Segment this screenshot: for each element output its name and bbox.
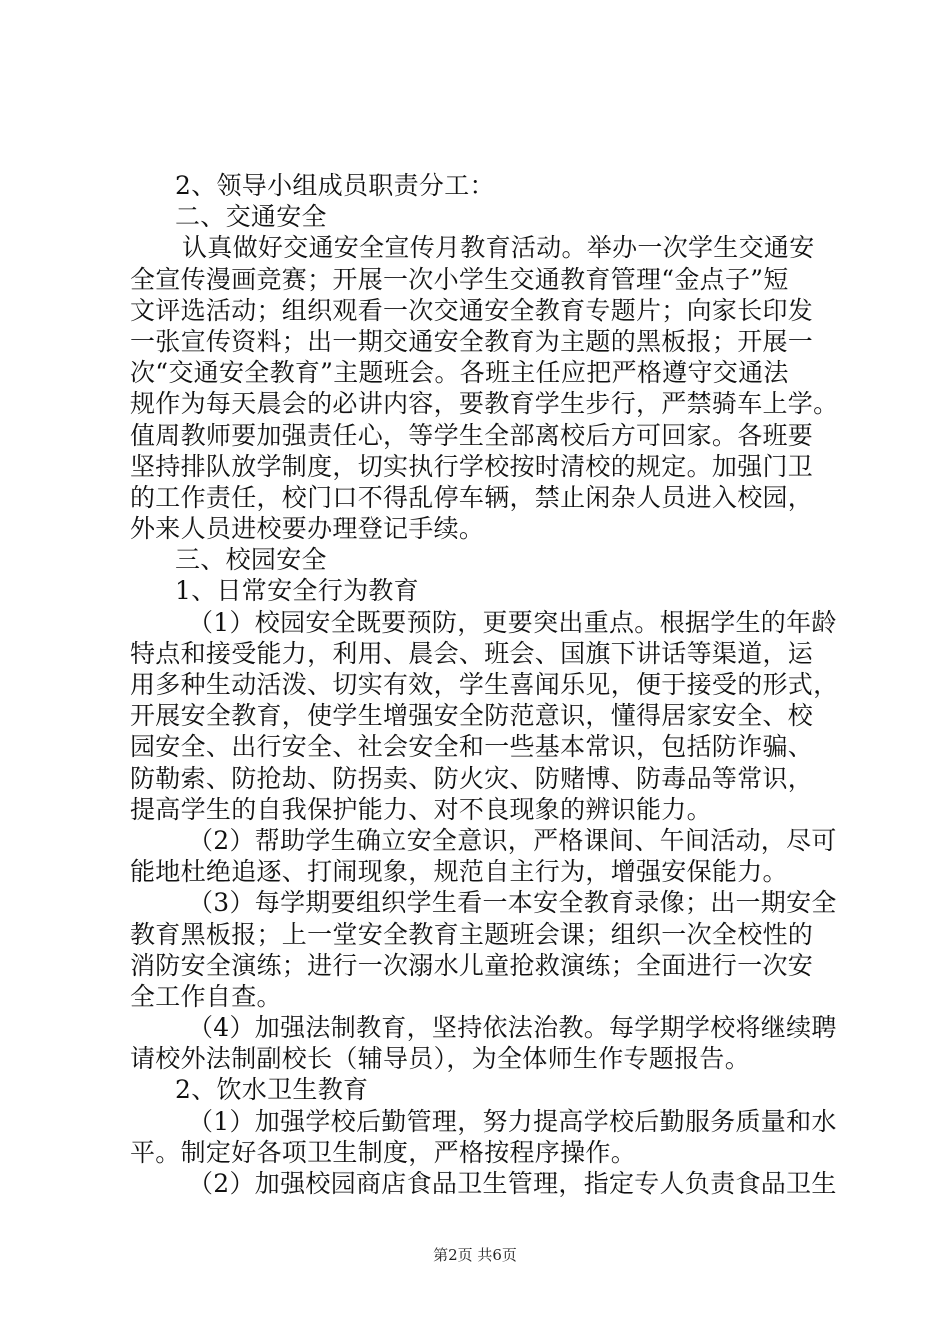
text-line: 开展安全教育，使学生增强安全防范意识，懂得居家安全、校 <box>130 701 814 731</box>
text-line: 规作为每天晨会的必讲内容，要教育学生步行，严禁骑车上学。 <box>130 389 839 419</box>
text-line: 的工作责任，校门口不得乱停车辆，禁止闲杂人员进入校园， <box>130 482 814 512</box>
text-line: 2、领导小组成员职责分工： <box>175 171 495 200</box>
text-line: 值周教师要加强责任心，等学生全部离校后方可回家。各班要 <box>130 420 814 450</box>
text-line: 坚持排队放学制度，切实执行学校按时清校的规定。加强门卫 <box>130 451 814 481</box>
text-line: 全工作自查。 <box>130 981 282 1011</box>
text-line: 1、日常安全行为教育 <box>175 576 419 606</box>
text-line: 能地杜绝追逐、打闹现象，规范自主行为，增强安保能力。 <box>130 857 788 887</box>
text-line: （4）加强法制教育，坚持依法治教。每学期学校将继续聘 <box>188 1013 837 1043</box>
document-body <box>130 170 839 1199</box>
text-line: 用多种生动活泼、切实有效，学生喜闻乐见，便于接受的形式， <box>130 670 839 699</box>
text-line: 外来人员进校要办理登记手续。 <box>130 514 485 544</box>
text-line: 三、校园安全 <box>175 545 327 575</box>
text-line: 一张宣传资料；出一期交通安全教育为主题的黑板报；开展一 <box>130 326 814 356</box>
text-line: 提高学生的自我保护能力、对不良现象的辨识能力。 <box>130 794 712 824</box>
text-line: （3）每学期要组织学生看一本安全教育录像；出一期安全 <box>188 888 837 918</box>
text-line: 次“交通安全教育”主题班会。各班主任应把严格遵守交通法 <box>130 358 789 388</box>
text-line: 教育黑板报；上一堂安全教育主题班会课；组织一次全校性的 <box>130 919 814 949</box>
text-line: 平。制定好各项卫生制度，严格按程序操作。 <box>130 1137 637 1167</box>
text-line: 认真做好交通安全宣传月教育活动。举办一次学生交通安 <box>182 233 815 263</box>
text-line: 2、饮水卫生教育 <box>175 1075 369 1105</box>
text-line: （2）帮助学生确立安全意识，严格课间、午间活动，尽可 <box>188 825 837 855</box>
page-footer: 第2页 共6页 <box>433 1246 517 1264</box>
text-line: 特点和接受能力，利用、晨会、班会、国旗下讲话等渠道，运 <box>130 638 814 668</box>
text-line: 二、交通安全 <box>175 202 327 232</box>
text-line: 文评选活动；组织观看一次交通安全教育专题片；向家长印发 <box>130 295 814 325</box>
text-line: （1）校园安全既要预防，更要突出重点。根据学生的年龄 <box>188 607 837 637</box>
text-line: （1）加强学校后勤管理，努力提高学校后勤服务质量和水 <box>188 1106 837 1136</box>
text-line: 防勒索、防抢劫、防拐卖、防火灾、防赌博、防毒品等常识， <box>130 763 814 793</box>
text-line: （2）加强校园商店食品卫生管理，指定专人负责食品卫生 <box>188 1169 837 1198</box>
text-line: 消防安全演练；进行一次溺水儿童抢救演练；全面进行一次安 <box>130 950 814 980</box>
text-line: 请校外法制副校长（辅导员），为全体师生作专题报告。 <box>130 1044 751 1074</box>
text-line: 园安全、出行安全、社会安全和一些基本常识，包括防诈骗、 <box>130 732 814 762</box>
text-line: 全宣传漫画竞赛；开展一次小学生交通教育管理“金点子”短 <box>130 264 789 294</box>
